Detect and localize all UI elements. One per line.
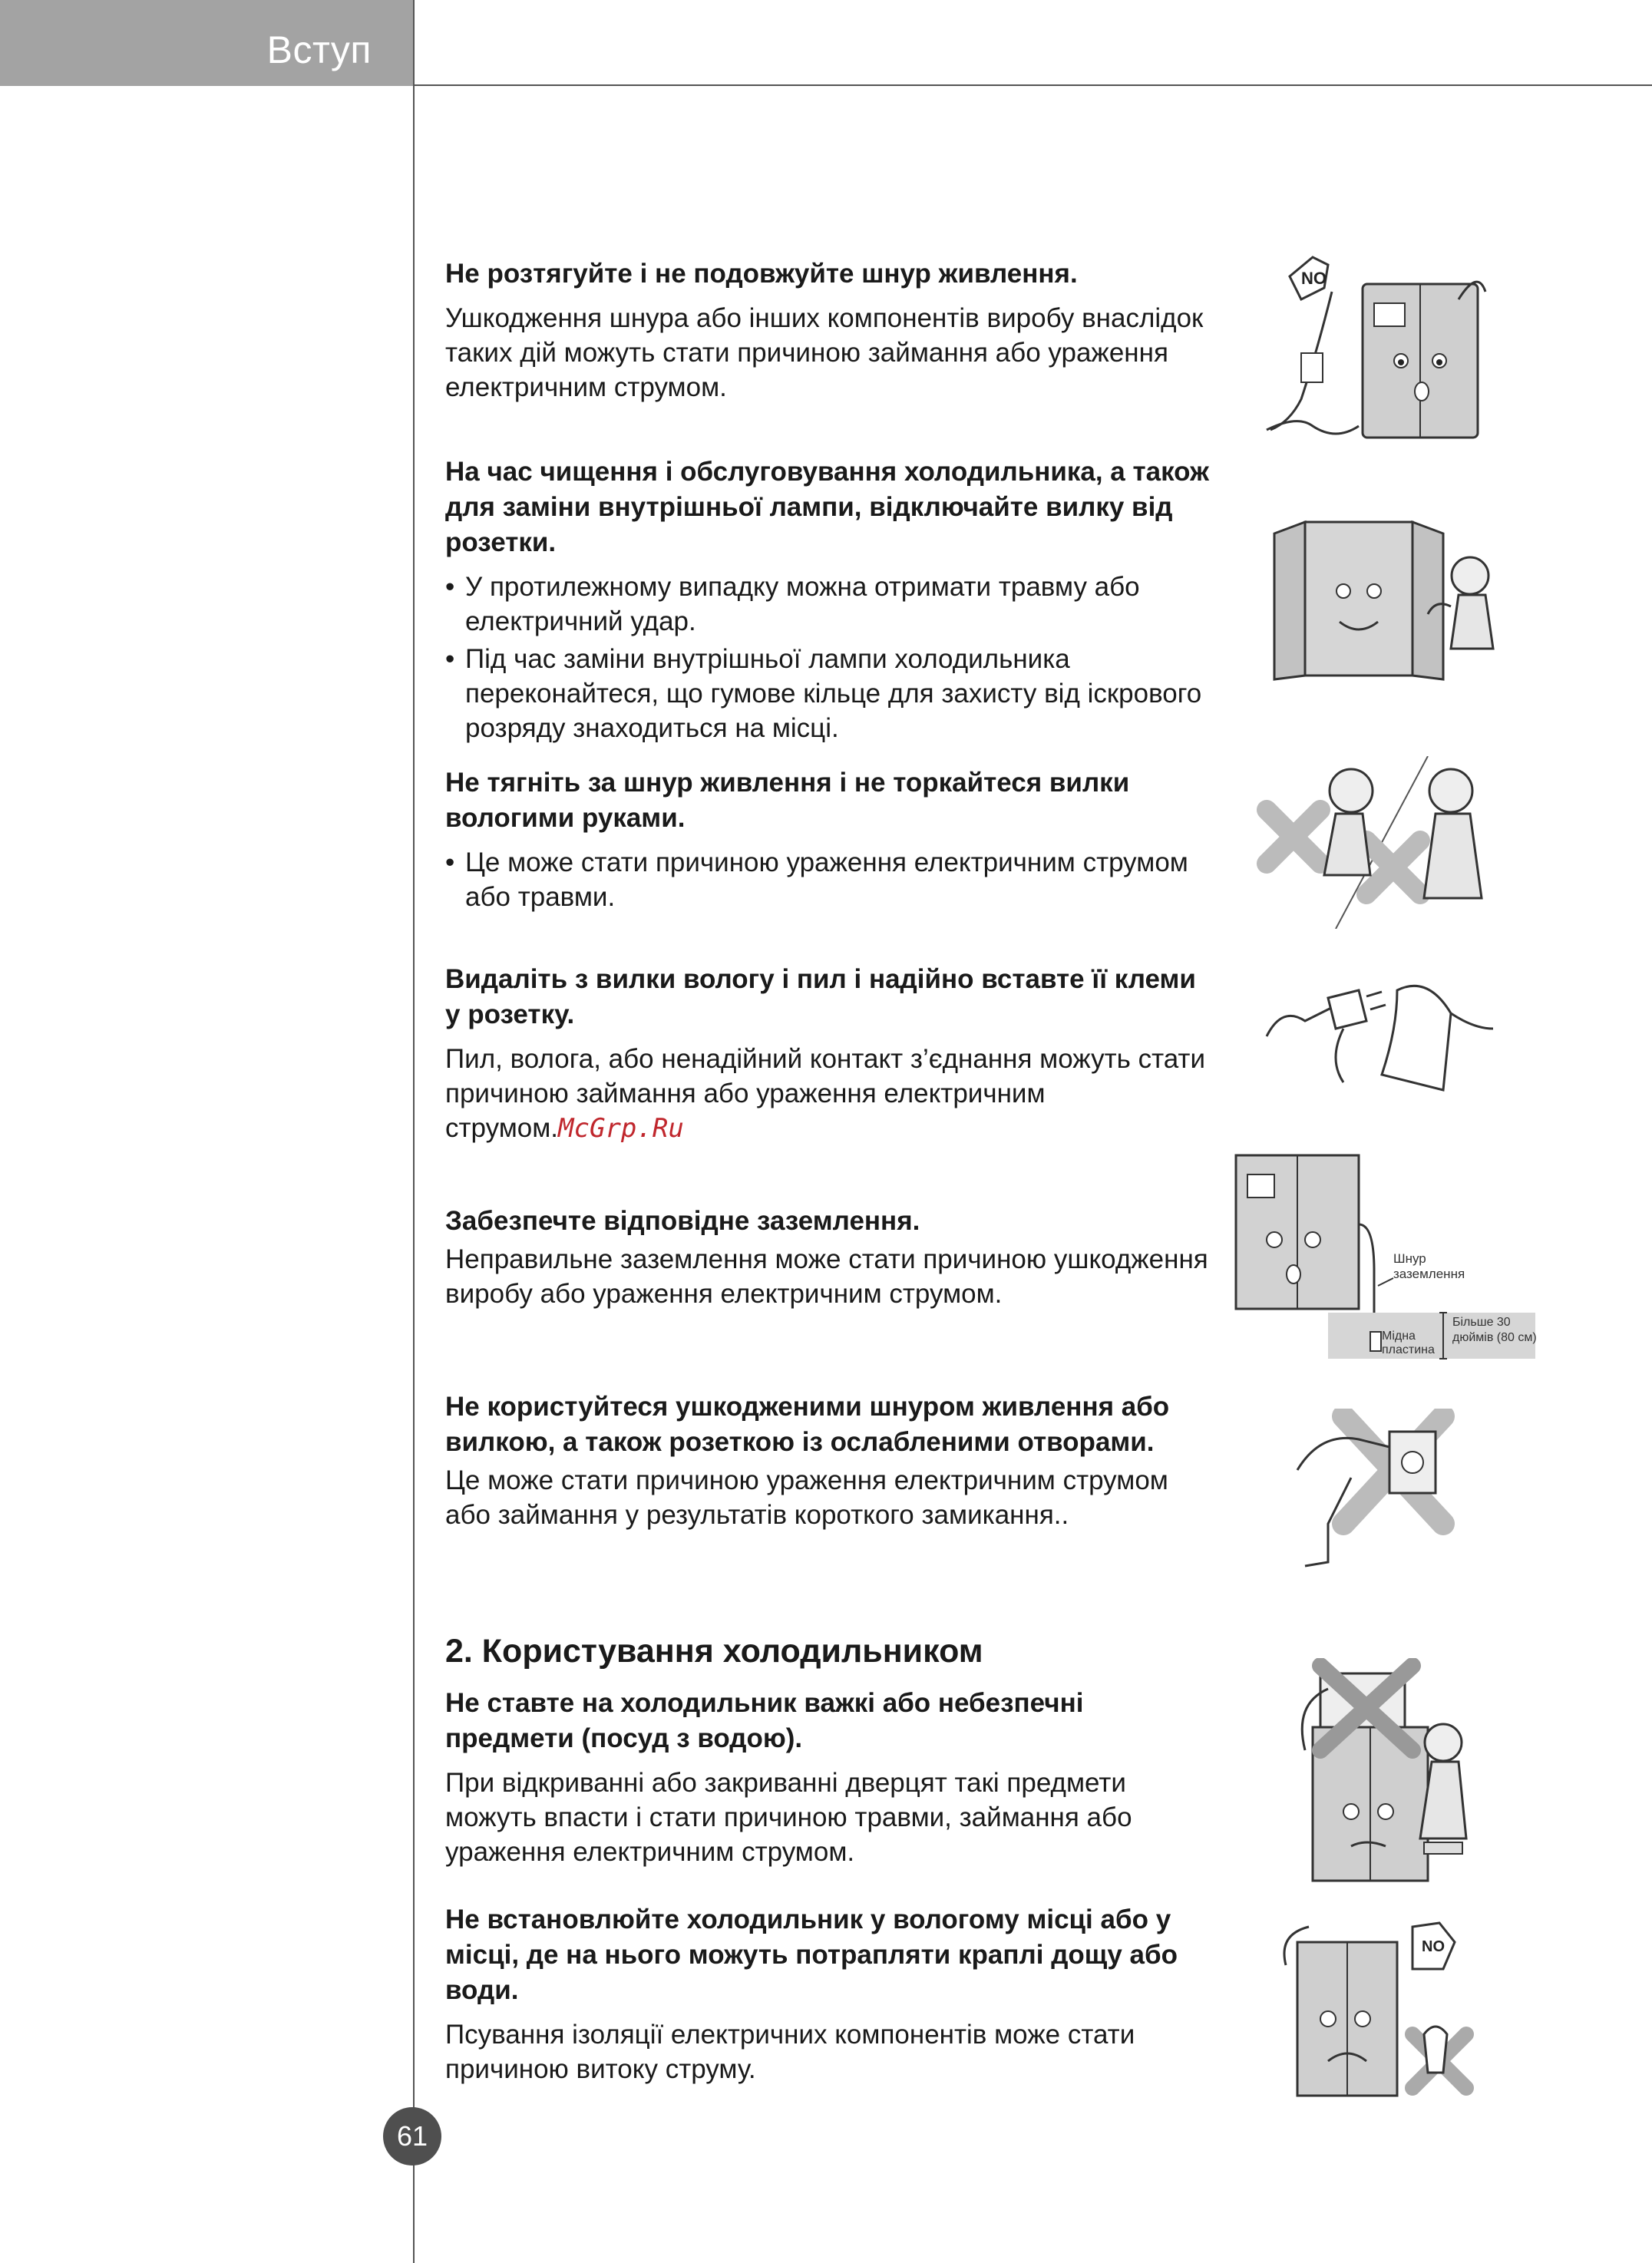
page-number: 61 — [383, 2107, 441, 2166]
bullet-item: • Під час заміни внутрішньої лампи холодильника переконайтеся, що гумове кільце для захисту від іскрового розряду знаходиться на місці. — [445, 642, 1213, 745]
illustration-wet-location — [1274, 1919, 1489, 2103]
section-heading: Видаліть з вилки вологу і пил і надійно вставте її клеми у розетку. — [445, 964, 1196, 1029]
watermark: McGrp.Ru — [558, 1113, 684, 1144]
section-cleaning — [445, 454, 1213, 748]
section-moisture — [445, 1902, 1213, 2086]
section-body-text: Пил, волога, або ненадійний контакт з’єднання можуть стати причиною займання або ураження електричним струмом. — [445, 1044, 1205, 1143]
section-title: Вступ — [266, 28, 372, 71]
illustration-wet-hands — [1251, 756, 1512, 929]
depth-label-line2: дюймів (80 см) — [1452, 1331, 1537, 1344]
ground-wire-label-line2: заземлення — [1393, 1267, 1465, 1281]
section-damaged-cord — [445, 1389, 1213, 1532]
copper-plate-label-line2: пластина — [1382, 1343, 1435, 1356]
bullet-list — [445, 570, 1213, 745]
section-body: При відкриванні або закриванні дверцят такі предмети можуть впасти і стати причиною травми, займання або ураження електричним струмом. — [445, 1768, 1132, 1867]
section-body: Псування ізоляції електричних компонентів може стати причиною витоку струму. — [445, 2020, 1135, 2084]
chapter-title: 2. Користування холодильником — [445, 1633, 983, 1670]
section-usage-title-block — [445, 1630, 1213, 1672]
copper-plate-label-line1: Мідна — [1382, 1330, 1416, 1343]
section-body — [445, 1042, 1213, 1146]
section-body: Це може стати причиною ураження електричним струмом або займання у результатів короткого замикання.. — [445, 1465, 1168, 1530]
ground-wire-label-line1: Шнур — [1393, 1251, 1426, 1266]
section-heading: Забезпечте відповідне заземлення. — [445, 1206, 920, 1236]
section-heading: Не встановлюйте холодильник у вологому місці або у місці, де на нього можуть потрапляти краплі дощу або води. — [445, 1905, 1178, 2005]
section-heavy-objects — [445, 1686, 1213, 1869]
section-heading: На час чищення і обслуговування холодильника, а також для заміни внутрішньої лампи, відключайте вилку від розетки. — [445, 457, 1209, 557]
section-dust-plug — [445, 962, 1213, 1146]
section-body: Неправильне заземлення може стати причиною ушкодження виробу або ураження електричним струмом. — [445, 1244, 1208, 1309]
illustration-plug-cleaning — [1259, 975, 1497, 1098]
section-grounding — [445, 1204, 1213, 1311]
header-rule — [413, 84, 1652, 86]
illustration-grounding — [1228, 1148, 1543, 1370]
section-heading: Не тягніть за шнур живлення і не торкайтеся вилки вологими руками. — [445, 768, 1130, 833]
section-heading: Не ставте на холодильник важкі або небезпечні предмети (посуд з водою). — [445, 1688, 1084, 1753]
illustration-damaged-socket — [1290, 1409, 1466, 1574]
section-power-cord — [445, 256, 1213, 405]
bullet-item: • Це може стати причиною ураження електричним струмом або травми. — [445, 845, 1213, 914]
section-wet-hands — [445, 765, 1213, 917]
bullet-item: • У протилежному випадку можна отримати травму або електричний удар. — [445, 570, 1213, 639]
illustration-open-fridge-child — [1259, 507, 1505, 691]
margin-rule — [413, 0, 415, 2263]
section-body: Ушкодження шнура або інших компонентів виробу внаслідок таких дій можуть стати причиною займання або ураження електричним струмом. — [445, 303, 1204, 402]
bullet-list — [445, 845, 1213, 914]
section-heading: Не користуйтеся ушкодженими шнуром живлення або вилкою, а також розеткою із ослабленими отворами. — [445, 1392, 1170, 1457]
illustration-heavy-objects — [1290, 1658, 1482, 1888]
section-heading: Не розтягуйте і не подовжуйте шнур живлення. — [445, 259, 1078, 289]
illustration-cord-stretch — [1259, 246, 1489, 453]
section-tab — [0, 0, 413, 86]
no-label: NO — [1422, 1938, 1445, 1955]
no-label: NO — [1301, 269, 1327, 288]
depth-label-line1: Більше 30 — [1452, 1316, 1511, 1329]
